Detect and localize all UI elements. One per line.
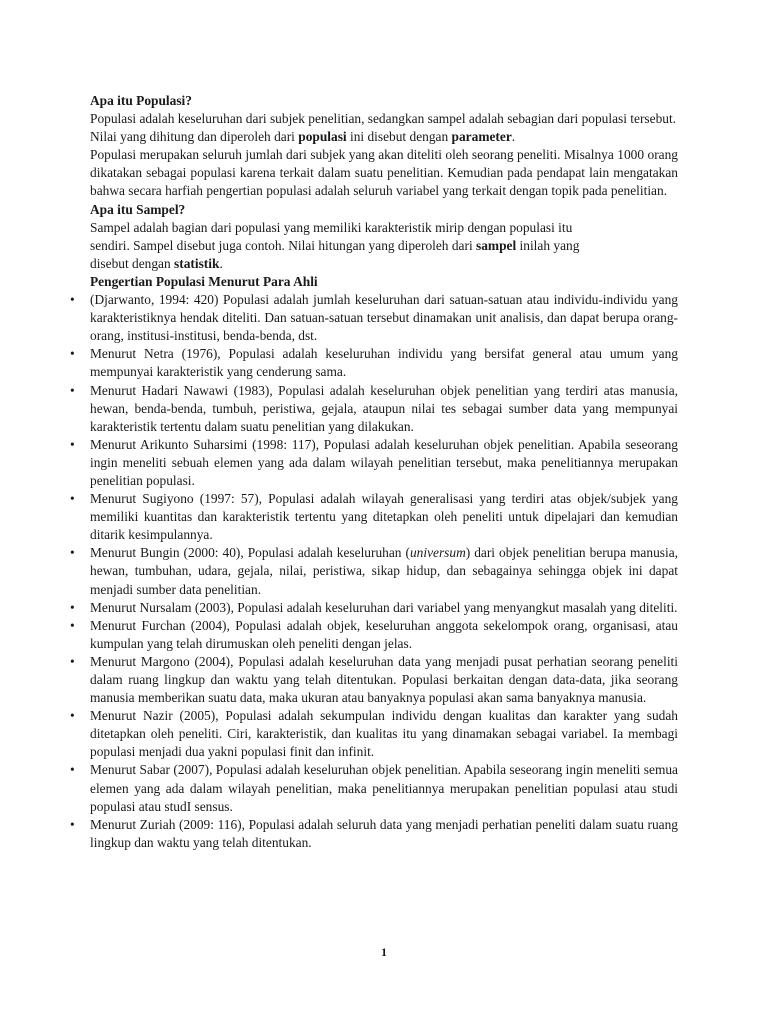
- text-run: disebut dengan: [90, 255, 175, 271]
- list-item-text: Menurut Nazir (2005), Populasi adalah sekumpulan individu dengan kualitas dan karakter yang sudah ditetapkan oleh peneliti. Ciri, karakteristik, dan kualitas itu yang dinamakan sebagai variabel. Ia membagi populasi menjadi dua yakni populasi finit dan infinit.: [90, 708, 678, 760]
- list-item: [70, 707, 678, 761]
- text-run: inilah yang: [516, 237, 580, 253]
- heading-sampel: Apa itu Sampel?: [90, 201, 186, 217]
- text-run: .: [219, 255, 223, 271]
- heading-para-ahli: Pengertian Populasi Menurut Para Ahli: [90, 273, 318, 289]
- list-item-text: (Djarwanto, 1994: 420) Populasi adalah jumlah keseluruhan dari satuan-satuan atau individu-individu yang karakteristiknya hendak diteliti. Dan satuan-satuan tersebut dinamakan unit analisis, dan dapat berupa orang-orang, institusi-institusi, benda-benda, dst.: [90, 292, 678, 344]
- text-run: sendiri. Sampel disebut juga contoh. Nilai hitungan yang diperoleh dari: [90, 237, 477, 253]
- list-item: [70, 816, 678, 852]
- list-item: [70, 599, 678, 617]
- list-item-text: Menurut Sugiyono (1997: 57), Populasi adalah wilayah generalisasi yang terdiri atas objek/subjek yang memiliki kuantitas dan karakteristik tertentu yang ditetapkan oleh peneliti untuk dipelajari dan kemudian ditarik kesimpulannya.: [90, 491, 678, 543]
- bullet-icon: •: [70, 617, 75, 633]
- bold-term-statistik: statistik: [174, 255, 220, 271]
- list-item-text: Menurut Margono (2004), Populasi adalah keseluruhan data yang menjadi pusat perhatian seorang peneliti dalam ruang lingkup dan waktu yang telah ditentukan. Populasi berkaitan dengan data-data, jika seorang manusia memberikan suatu data, maka ukuran atau banyaknya populasi akan sama banyaknya manusia.: [90, 653, 678, 706]
- heading-populasi: Apa itu Populasi?: [90, 93, 192, 108]
- expert-definitions-list: [70, 291, 678, 852]
- bullet-icon: •: [70, 292, 75, 308]
- bold-term-parameter: parameter: [451, 129, 512, 145]
- text-run: Sampel adalah bagian dari populasi yang memiliki karakteristik mirip dengan populasi itu: [90, 219, 573, 235]
- bullet-icon: •: [70, 816, 75, 832]
- list-item-text: Menurut Furchan (2004), Populasi adalah objek, keseluruhan anggota sekelompok orang, organisasi, atau kumpulan yang telah dirumuskan oleh peneliti dengan jelas.: [90, 617, 678, 651]
- list-item-text: Menurut Zuriah (2009: 116), Populasi adalah seluruh data yang menjadi perhatian peneliti dalam suatu ruang lingkup dan waktu yang telah ditentukan.: [90, 816, 678, 850]
- list-item-text: Menurut Netra (1976), Populasi adalah keseluruhan individu yang bersifat general atau umum yang mempunyai karakteristik yang cenderung sama.: [90, 346, 678, 380]
- paragraph-definisi-populasi: Populasi adalah keseluruhan dari subjek penelitian, sedangkan sampel adalah sebagian dari populasi tersebut.: [90, 111, 677, 127]
- list-item-text: Menurut Hadari Nawawi (1983), Populasi adalah keseluruhan objek penelitian yang terdiri atas manusia, hewan, benda-benda, tumbuh, peristiwa, gejala, ataupun nilai tes sebagai sumber data yang mempunyai karakteristik tertentu dalam suatu penelitian yang dilakukan.: [90, 382, 678, 434]
- bullet-icon: •: [70, 545, 75, 561]
- bold-term-populasi: populasi: [298, 129, 347, 145]
- paragraph-populasi-detail: Populasi merupakan seluruh jumlah dari subjek yang akan diteliti oleh seorang peneliti. Misalnya 1000 orang dikatakan sebagai populasi karena terkait dalam suatu penelitian. Kemudian pada pendapat lain mengatakan bahwa secara harfiah pengertian populasi adalah seluruh variabel yang terkait dengan topik pada penelitian.: [90, 147, 678, 199]
- text-run: ) dari objek penelitian berupa manusia, hewan, tumbuhan, udara, gejala, nilai, peristiwa, sikap hidup, dan sebagainya sehingga objek ini dapat menjadi sumber data penelitian.: [90, 545, 678, 597]
- paragraph-parameter: [90, 128, 678, 146]
- text-run: Nilai yang dihitung dan diperoleh dari: [90, 129, 299, 145]
- bullet-icon: •: [70, 436, 75, 452]
- paragraph-sampel: [90, 219, 678, 273]
- list-item: [70, 382, 678, 436]
- bullet-icon: •: [70, 653, 75, 669]
- bold-term-sampel: sampel: [476, 237, 517, 253]
- list-item: [70, 345, 678, 381]
- text-run: ini disebut dengan: [346, 129, 452, 145]
- text-run: Menurut Bungin (2000: 40), Populasi adalah keseluruhan (: [90, 545, 410, 561]
- document-body: [70, 92, 678, 852]
- list-item-text: Menurut Arikunto Suharsimi (1998: 117), Populasi adalah keseluruhan objek penelitian. Apabila seseorang ingin meneliti sebuah elemen yang ada dalam wilayah penelitian tersebut, maka penelitiannya merupakan penelitian populasi.: [90, 436, 678, 488]
- text-run: .: [511, 129, 516, 145]
- italic-term-universum: universum: [409, 545, 466, 561]
- list-item: [70, 291, 678, 345]
- page-number: 1: [381, 945, 387, 959]
- bullet-icon: •: [70, 491, 75, 507]
- bullet-icon: •: [70, 708, 75, 724]
- list-item-text: Menurut Sabar (2007), Populasi adalah keseluruhan objek penelitian. Apabila seseorang ingin meneliti semua elemen yang ada dalam wilayah penelitian, maka penelitiannya merupakan penelitian populasi atau studi populasi atau studI sensus.: [90, 762, 678, 814]
- bullet-icon: •: [70, 346, 75, 362]
- bullet-icon: •: [70, 762, 75, 778]
- bullet-icon: •: [70, 599, 75, 615]
- list-item: [70, 436, 678, 490]
- list-item-text: Menurut Nursalam (2003), Populasi adalah keseluruhan dari variabel yang menyangkut masalah yang diteliti.: [90, 599, 678, 615]
- list-item: [70, 617, 678, 653]
- bullet-icon: •: [70, 382, 75, 398]
- list-item: [70, 544, 678, 598]
- list-item: [70, 490, 678, 544]
- list-item: [70, 653, 678, 707]
- list-item: [70, 761, 678, 815]
